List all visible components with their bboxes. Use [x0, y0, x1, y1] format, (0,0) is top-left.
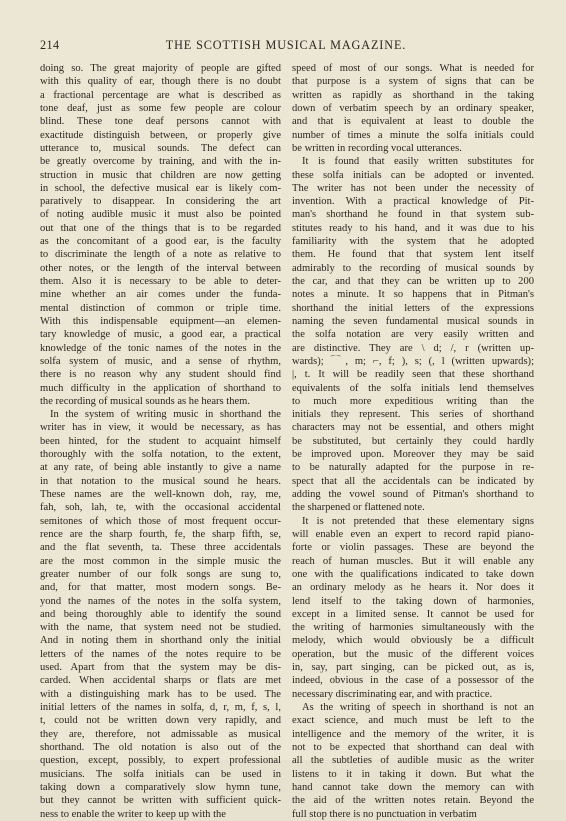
text-line: question, except, possibly, to expert professional [40, 755, 281, 767]
text-line: number of times a minute the solfa initials could [292, 129, 534, 141]
text-line: all the subtleties of audible music as the writer [292, 755, 534, 767]
text-line: As the writing of speech in shorthand is not an [302, 702, 534, 713]
text-line: familiarity with the system that he adopted [292, 236, 534, 248]
text-line: down of verbatim speech by an ordinary speaker, [292, 102, 534, 114]
text-line: equivalents of the solfa initials lend themselves [292, 382, 534, 394]
text-line: of noting audible music it must also be pointed [40, 209, 281, 221]
text-line: shorthand. The old notation is also out of the [40, 741, 281, 753]
text-line: used. Apart from that the system may be dis- [40, 662, 281, 674]
text-line: but they cannot be written with sufficient quick- [40, 795, 281, 807]
text-line: admirably to the recording of musical sounds by [292, 262, 534, 274]
text-line: one with the qualifications indicated to take down [292, 568, 534, 580]
text-line: wards); ⌒, m; ⌐, f; ), s; (, l (written upwards); [292, 355, 534, 367]
text-line: exactitude distinguish between, or properly give [40, 129, 281, 141]
text-line: doing so. The great majority of people are gifted [40, 63, 281, 74]
text-line: and being thoroughly able to identify the sound [40, 608, 281, 620]
text-line: writer has in view, it would be necessary, as has [40, 422, 281, 434]
text-line: and that is equivalent at least to double the [292, 116, 534, 128]
text-line: carded. When accidental sharps or flats are met [40, 675, 281, 687]
text-line: utterance to, musical sounds. The defect can [40, 142, 281, 154]
text-line: letters of the names of the notes require to be [40, 648, 281, 660]
text-line: the sharpened or flattened note. [292, 502, 425, 514]
text-line: naming the seven fundamental musical sounds in [292, 315, 534, 327]
text-line: spect that all the accidentals can be indicated by [292, 475, 534, 487]
text-line: written as rapidly as shorthand in the taking [292, 89, 534, 101]
text-line: a fractional percentage are what is described as [40, 89, 281, 101]
text-line: solfa system of music, and a sense of rhythm, [40, 355, 281, 367]
text-line: adding the vowel sound of Pitman's shorthand to [292, 489, 534, 500]
text-line: characters may not be essential, and others might [292, 422, 534, 434]
text-line: forte or violin passages. These are beyond the [292, 542, 534, 554]
text-line: And in noting them in shorthand only the initial [40, 635, 281, 647]
text-line: except in a limited sense. It cannot be used for [292, 608, 534, 620]
text-line: and, for that matter, most modern songs. Be- [40, 582, 281, 594]
text-line: The writer has not been under the necessity of [292, 182, 534, 194]
text-line: man's shorthand he found in that system sub- [292, 209, 534, 221]
text-line: These names are the well-known doh, ray, me, [40, 489, 281, 500]
text-line: other notes, or the length of the interval between [40, 262, 281, 274]
text-line: be greatly overcome by training, and with the in- [40, 156, 281, 168]
text-line: them. Also it is necessary to be able to deter- [40, 276, 281, 287]
text-line: greater number of our folk songs are sung to, [40, 568, 281, 580]
text-line: are distinctive. They are \ d; /, r (written up- [292, 342, 534, 354]
text-line: with the name, that system need not be studied. [40, 622, 281, 634]
text-line: in, say, part singing, can be picked out, as is, [292, 662, 534, 674]
text-line: invention. With a practical knowledge of Pit- [292, 196, 534, 208]
text-line: that purpose is a system of signs that can be [292, 76, 534, 88]
text-line: ness to enable the writer to keep up with the [40, 808, 226, 820]
text-line: at any rate, of being able instantly to give a name [40, 462, 281, 474]
page-number: 214 [40, 38, 60, 52]
text-line: there is no reason why any student should find [40, 369, 281, 381]
text-line: with this quality of ear, though there is no doubt [40, 76, 281, 88]
text-line: be substituted, but certainly they could hardly [292, 435, 534, 447]
text-line: be improved upon. Moreover they may be said [292, 449, 534, 461]
text-line: full stop there is no punctuation in verbatim [292, 808, 477, 820]
text-line: much difficulty in the application of shorthand to [40, 382, 281, 394]
text-line: in that notation to the musical sound he hears. [40, 475, 281, 487]
text-line: struction in music that children are now getting [40, 169, 281, 181]
text-line: them. He found that that system lent itself [292, 249, 534, 261]
text-line: are the most common in the simple music the [40, 555, 281, 567]
text-line: lend itself to the taking down of harmonies, [292, 595, 534, 607]
text-line: in school, the defective musical ear is likely com- [40, 182, 281, 194]
text-line: notes a minute. It so happens that in Pitman's [292, 289, 534, 301]
text-line: knowledge of the tonic names of the notes in the [40, 342, 281, 354]
text-line: semitones of which those of most frequent occur- [40, 515, 281, 527]
text-line: blind. These tone deaf persons cannot with [40, 116, 281, 128]
text-line: necessary discriminating ear, and with practice. [292, 688, 493, 700]
text-line: these solfa initials can be adopted or invented. [292, 169, 534, 181]
text-line: t, could not be written down very rapidly, and [40, 715, 281, 727]
text-line: they are, therefore, not admissable as musical [40, 728, 281, 740]
text-line: the recording of musical sounds as he hears them. [40, 395, 251, 407]
page-header [40, 38, 532, 54]
text-line: musicians. The solfa initials can be used in [40, 768, 281, 780]
text-line: stitutes ready to his hand, and it was due to his [292, 222, 534, 234]
text-line: tary knowledge of music, a good ear, a practical [40, 329, 281, 341]
text-line: operation, but the music of the different voices [292, 648, 534, 660]
text-line: hand cannot take down the memory can with [292, 781, 534, 793]
text-line: to much more expeditious writing than the [292, 395, 534, 407]
text-line: the car, and that they can be written up to 200 [292, 276, 534, 287]
text-line: exact science, and much must be left to the [292, 715, 534, 727]
text-line: the aid of the written notes retain. Beyond the [292, 795, 534, 807]
text-line: the writing of harmonies simultaneously with the [292, 622, 534, 634]
text-line: out that one of the things that is to be regarded [40, 222, 281, 234]
text-line: tone deaf, just as some few people are colour [40, 102, 281, 114]
text-line: reach of human muscles. But it will enable any [292, 555, 534, 567]
right-column [292, 62, 534, 821]
text-line: rence are the sharp fourth, fe, the sharp fifth, se, [40, 528, 281, 540]
text-line: yond the names of the notes in the solfa system, [40, 595, 281, 607]
text-line: mine whether an air comes under the funda- [40, 289, 281, 301]
text-line: It is found that easily written substitutes for [302, 156, 534, 168]
text-line: to be naturally adapted for the purpose in re- [292, 462, 534, 474]
running-title: THE SCOTTISH MUSICAL MAGAZINE. [165, 38, 407, 52]
text-line: initials they represent. This series of shorthand [292, 409, 534, 421]
text-line: will enable even an expert to record rapid piano- [292, 528, 534, 540]
text-line: intelligence and the memory of the writer, it is [292, 728, 534, 740]
text-line: to discriminate the length of a note as relative to [40, 249, 281, 261]
text-line: initial letters of the names in solfa, d, r, m, f, s, l, [40, 702, 281, 713]
text-line: mental distinction of common or triple time. [40, 302, 281, 314]
text-line: taking down a comparatively slow hymn tune, [40, 781, 281, 793]
text-line: |, t. It will be readily seen that these shorthand [292, 369, 534, 381]
text-line: indeed, obvious in the case of a possessor of the [292, 675, 534, 687]
text-line: speed of most of our songs. What is needed for [292, 63, 534, 74]
left-column [40, 62, 281, 821]
text-line: with a distinguishing mark has to be used. The [40, 688, 281, 700]
text-line: as the concomitant of a good ear, is the faculty [40, 236, 281, 248]
text-line: paratively to disappear. In considering the art [40, 196, 281, 208]
text-line: listens to it in taking it down. But what the [292, 768, 534, 780]
text-line: It is not pretended that these elementary signs [302, 515, 534, 527]
text-line: fah, soh, lah, te, with the occasional accidental [40, 502, 281, 514]
text-line: be written in recording vocal utterances. [292, 142, 462, 154]
text-line: shorthand the initial letters of the expressions [292, 302, 534, 314]
text-line: the solfa notation are very easily written and [292, 329, 534, 341]
text-line: and the flat seventh, ta. These three accidentals [40, 542, 281, 554]
text-line: not to be expected that shorthand can deal with [292, 741, 534, 753]
text-line: In the system of writing music in shorthand the [50, 409, 281, 421]
text-line: melody, which would obviously be a difficult [292, 635, 534, 647]
text-line: With this indispensable equipment—an elemen- [40, 315, 281, 327]
text-line: an ordinary melody as he hears it. Nor does it [292, 582, 534, 594]
text-line: been hinted, for the student to acquaint himself [40, 435, 281, 447]
text-line: thoroughly with the solfa notation, to the extent, [40, 449, 281, 461]
